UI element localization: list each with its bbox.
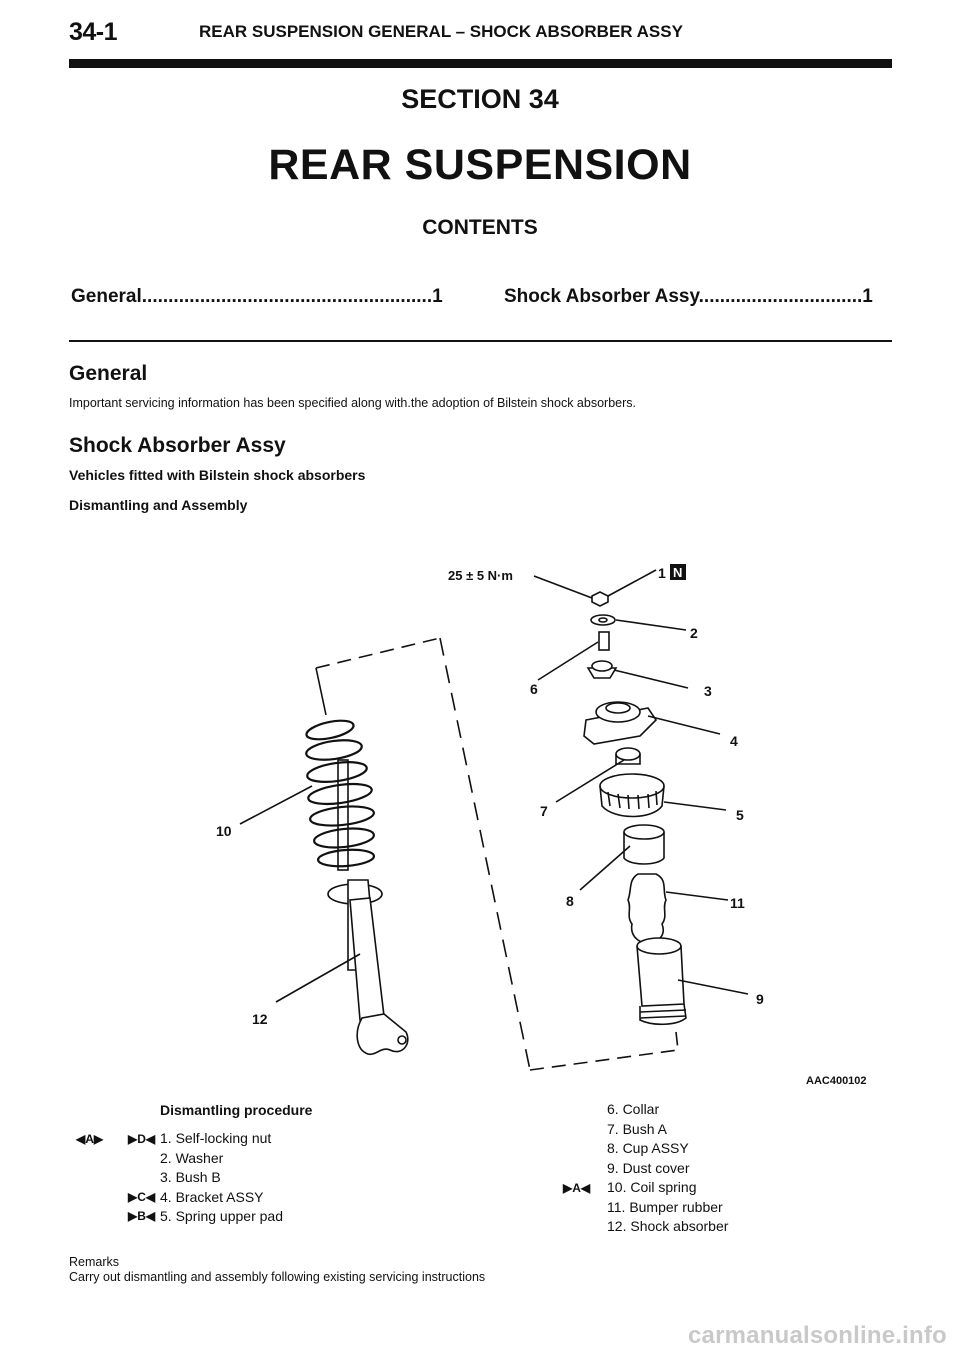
callout-10: 10 (216, 823, 232, 839)
service-mark-b: ▶B◀ (128, 1209, 156, 1223)
dashed-enclosure-top (316, 638, 440, 668)
callout-1: 1 (658, 565, 666, 581)
callout-4: 4 (730, 733, 738, 749)
list-item: 10. Coil spring (607, 1179, 697, 1195)
n-badge: N (673, 565, 683, 580)
dust-cover (637, 938, 686, 1024)
bush-b (588, 661, 616, 678)
section-title: REAR SUSPENSION (268, 141, 692, 189)
toc-rule (69, 340, 892, 342)
list-item: 9. Dust cover (607, 1159, 690, 1176)
callout-7: 7 (540, 803, 548, 819)
collar (599, 632, 609, 650)
contents-heading: CONTENTS (422, 216, 538, 239)
spring-upper-pad (600, 774, 664, 817)
general-heading: General (69, 362, 148, 385)
callout-3: 3 (704, 683, 712, 699)
section-number: SECTION 34 (401, 84, 559, 114)
service-mark-d: ▶D◀ (128, 1132, 156, 1146)
list-item: 3. Bush B (160, 1169, 221, 1185)
remarks (69, 1255, 485, 1285)
dashed-enclosure-left (316, 668, 326, 715)
dashed-enclosure-bottom (530, 1032, 678, 1070)
page-number: 34-1 (69, 18, 118, 46)
callout-8: 8 (566, 893, 574, 909)
toc-entry-shock-absorber[interactable]: Shock Absorber Assy...............................1 (504, 286, 873, 307)
watermark: carmanualsonline.info (688, 1322, 947, 1349)
header-rule (69, 59, 892, 68)
bilstein-subheading: Vehicles fitted with Bilstein shock absorbers (69, 467, 366, 483)
bracket-assy (584, 702, 656, 744)
torque-label: 25 ± 5 N·m (448, 568, 513, 583)
service-mark-a-right: ▶A◀ (563, 1181, 591, 1195)
shock-absorber-heading: Shock Absorber Assy (69, 434, 286, 457)
callout-9: 9 (756, 991, 764, 1007)
service-mark-a-left: ◀A▶ (76, 1132, 104, 1146)
dismantling-subheading: Dismantling and Assembly (69, 497, 248, 513)
list-item: 6. Collar (607, 1101, 660, 1117)
callout-12: 12 (252, 1011, 268, 1027)
toc-entry-general[interactable]: General.......................................................1 (71, 286, 443, 307)
callout-2: 2 (690, 625, 698, 641)
bush-a (616, 748, 640, 764)
dashed-enclosure-right (440, 638, 530, 1070)
cup-assy (624, 825, 664, 864)
list-item: 12. Shock absorber (607, 1218, 729, 1234)
callout-5: 5 (736, 807, 744, 823)
service-mark-c: ▶C◀ (128, 1190, 156, 1204)
callout-11: 11 (730, 895, 745, 911)
list-item: 2. Washer (160, 1149, 224, 1166)
self-locking-nut (592, 592, 608, 606)
parts-list-left (160, 1129, 283, 1227)
list-item: 11. Bumper rubber (607, 1198, 723, 1215)
coil-spring (305, 717, 375, 868)
bumper-rubber (628, 874, 666, 944)
washer (591, 615, 615, 625)
parts-list-right (607, 1100, 728, 1237)
exploded-view-diagram (200, 540, 900, 1100)
remarks-text: Carry out dismantling and assembly following existing servicing instructions (69, 1270, 486, 1284)
general-body: Important servicing information has been specified along with.the adoption of Bilstein shock absorbers. (69, 396, 636, 410)
page-header-title: REAR SUSPENSION GENERAL – SHOCK ABSORBER ASSY (199, 22, 683, 41)
list-item: 8. Cup ASSY (607, 1140, 689, 1156)
list-item: 5. Spring upper pad (160, 1208, 283, 1224)
figure-code: AAC400102 (806, 1075, 867, 1087)
procedure-heading: Dismantling procedure (160, 1102, 313, 1118)
callout-6: 6 (530, 681, 538, 697)
remarks-label: Remarks (69, 1255, 120, 1269)
list-item: 7. Bush A (607, 1120, 667, 1137)
list-item: 1. Self-locking nut (160, 1130, 272, 1146)
list-item: 4. Bracket ASSY (160, 1188, 264, 1205)
